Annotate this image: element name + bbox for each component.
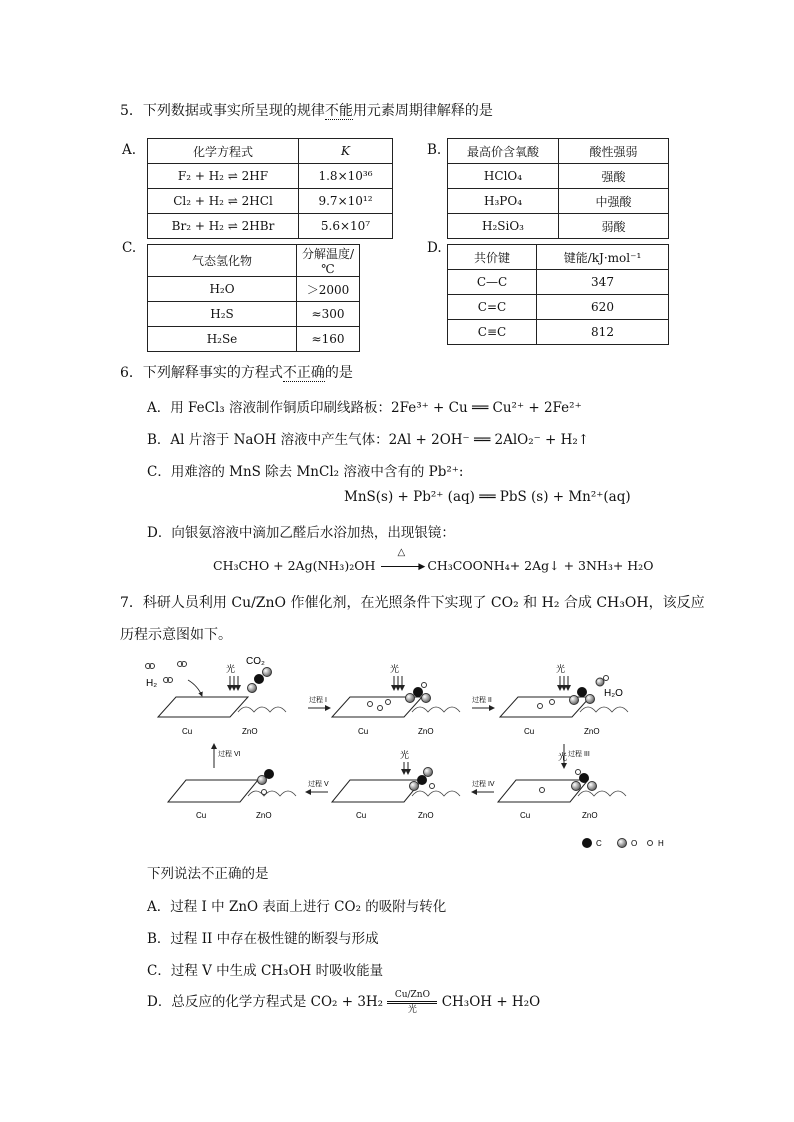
q7-sub-stem: 下列说法不正确的是 [147,866,269,882]
zno-surface [248,791,296,796]
panel-1 [146,656,287,736]
table-cell: 620 [537,295,669,320]
legend-h-label: H [658,839,664,848]
o-atom [263,668,272,677]
adsorb-arrow [188,680,202,696]
catalyst-label: Cu/ZnO [394,990,430,1000]
q7-option-d [147,990,540,1015]
o-atom [586,695,595,704]
table-cell: 1.8×10³⁶ [299,164,393,189]
cu-label: Cu [196,811,207,820]
table-header: 酸性强弱 [559,139,669,164]
q6-option-a: A．用 FeCl₃ 溶液制作铜质印刷线路板：2Fe³⁺ + Cu ══ Cu²⁺ + 2Fe²⁺ [147,400,582,416]
table-header: 共价键 [448,245,537,270]
zno-surface [238,707,286,712]
q6-stem-emphasis: 不正确 [282,365,325,381]
q5-table-c [147,244,360,352]
table-cell: ≈300 [297,302,360,327]
legend [582,838,664,848]
table-cell: C—C [448,270,537,295]
zno-label: ZnO [242,727,258,736]
q5-stem-emphasis: 不能 [324,103,353,119]
table-cell: H₂Se [148,327,297,352]
o-atom [572,782,581,791]
table-cell: H₂O [148,277,297,302]
table-cell: HClO₄ [448,164,559,189]
q5-label-a: A. [122,142,137,158]
table-header: K [299,139,393,164]
table-cell: H₃PO₄ [448,189,559,214]
h-atom [430,784,435,789]
table-cell: Cl₂ + H₂ ⇌ 2HCl [148,189,299,214]
q5-stem-pre: 5．下列数据或事实所呈现的规律 [120,103,325,119]
o-atom [570,696,579,705]
step-label-1: 过程 I [309,697,327,704]
q7-option-c: C．过程 V 中生成 CH₃OH 时吸收能量 [147,963,384,979]
legend-c-label: C [596,839,602,848]
q7-option-d-post: CH₃OH + H₂O [441,994,541,1010]
light-label: 光 [226,664,236,674]
reaction-mechanism-diagram [138,652,678,852]
cu-label: Cu [182,727,193,736]
h-atom [262,790,267,795]
zno-label: ZnO [584,727,600,736]
c-atom [417,775,427,785]
legend-c-icon [582,838,592,848]
cu-label: Cu [524,727,535,736]
table-cell: 9.7×10¹² [299,189,393,214]
step-label-4: 过程 IV [472,781,495,788]
cu-label: Cu [356,811,367,820]
zno-label: ZnO [582,811,598,820]
panel-4 [498,751,626,820]
table-cell: H₂S [148,302,297,327]
light-label: 光 [558,752,568,762]
q7-stem-line2: 历程示意图如下。 [120,627,232,643]
table-cell: 弱酸 [559,214,669,239]
c-atom [577,687,587,697]
heat-arrow: △ ▶ [379,558,423,573]
zno-label: ZnO [256,811,272,820]
h2-label: H₂ [146,678,158,689]
q6-option-c: C．用难溶的 MnS 除去 MnCl₂ 溶液中含有的 Pb²⁺: [147,464,464,480]
table-cell: C≡C [448,320,537,345]
h2o-label: H₂O [604,688,623,699]
q7-option-d-pre: D．总反应的化学方程式是 CO₂ + 3H₂ [147,994,384,1010]
table-header: 气态氢化物 [148,245,297,277]
q5-table-d [447,244,669,345]
step-label-5: 过程 V [308,781,329,788]
zno-surface [412,791,460,796]
q5-table-b [447,138,669,239]
panel-3 [500,663,628,736]
table-cell: 5.6×10⁷ [299,214,393,239]
panel-6 [168,769,296,820]
q6-option-d: D．向银氨溶液中滴加乙醛后水浴加热，出现银镜： [147,525,455,541]
cu-label: Cu [358,727,369,736]
table-cell: H₂SiO₃ [448,214,559,239]
table-header: 最高价含氧酸 [448,139,559,164]
c-atom [413,687,423,697]
zno-label: ZnO [418,811,434,820]
o-atom [422,694,431,703]
q5-stem-post: 用元素周期律解释的是 [352,103,493,119]
c-atom [579,773,589,783]
heat-symbol: △ [397,547,406,558]
h-atom [422,683,427,688]
o-atom [588,782,597,791]
q6-stem-pre: 6．下列解释事实的方程式 [120,365,283,381]
q6-stem-post: 的是 [324,365,353,381]
cu-surface [332,780,422,802]
table-cell: ≈160 [297,327,360,352]
q6-option-d-equation [213,547,654,573]
q6-option-c-equation: MnS(s) + Pb²⁺ (aq) ══ PbS (s) + Mn²⁺(aq) [344,489,631,505]
equation-left: CH₃CHO + 2Ag(NH₃)₂OH [213,558,376,573]
zno-surface [578,791,626,796]
step-label-3: 过程 III [568,751,590,758]
cu-surface [168,780,258,802]
q7-option-b: B．过程 II 中存在极性键的断裂与形成 [147,931,379,947]
q6-option-b: B．Al 片溶于 NaOH 溶液中产生气体：2Al + 2OH⁻ ══ 2AlO₂⁻ + H₂↑ [147,432,590,448]
zno-label: ZnO [418,727,434,736]
q5-label-d: D. [427,240,442,256]
q5-stem [120,100,493,120]
light-label: 光 [390,664,400,674]
light-label: 光 [556,664,566,674]
step-label-2: 过程 II [472,697,492,704]
q5-label-b: B. [427,142,442,158]
light-label: 光 [400,750,410,760]
table-cell: F₂ + H₂ ⇌ 2HF [148,164,299,189]
equation-right: CH₃COONH₄+ 2Ag↓ + 3NH₃+ H₂O [427,558,654,573]
h-atom [576,770,581,775]
table-header: 分解温度/℃ [297,245,360,277]
table-cell: 347 [537,270,669,295]
step-label-6: 过程 VI [218,751,241,758]
c-atom [254,674,264,684]
q7-option-a: A．过程 I 中 ZnO 表面上进行 CO₂ 的吸附与转化 [147,899,447,915]
o-atom [410,782,419,791]
o-atom [596,678,604,686]
cu-label: Cu [520,811,531,820]
legend-o-icon [618,839,627,848]
q5-table-a [147,138,393,239]
zno-surface [580,707,628,712]
c-atom [264,769,274,779]
zno-surface [412,707,460,712]
light-condition-label: 光 [407,1005,417,1015]
q6-stem [120,362,353,382]
panel-2 [332,663,460,736]
q7-stem-line1: 7．科研人员利用 Cu/ZnO 作催化剂，在光照条件下实现了 CO₂ 和 H₂ 合成 CH₃OH，该反应 [120,595,705,611]
o-atom [406,694,415,703]
table-header: 键能/kJ·mol⁻¹ [537,245,669,270]
table-cell: 812 [537,320,669,345]
co2-label: CO₂ [246,656,265,667]
q5-label-c: C. [122,240,137,256]
legend-h-icon [648,841,653,846]
o-atom [248,684,257,693]
table-cell: 强酸 [559,164,669,189]
table-cell: ＞2000 [297,277,360,302]
table-header: 化学方程式 [148,139,299,164]
table-cell: 中强酸 [559,189,669,214]
h-atom [604,676,609,681]
catalyst-condition [387,990,437,1015]
o-atom [424,768,433,777]
cu-surface [158,697,248,717]
panel-5 [332,749,460,820]
table-cell: C=C [448,295,537,320]
table-cell: Br₂ + H₂ ⇌ 2HBr [148,214,299,239]
legend-o-label: O [631,839,638,848]
